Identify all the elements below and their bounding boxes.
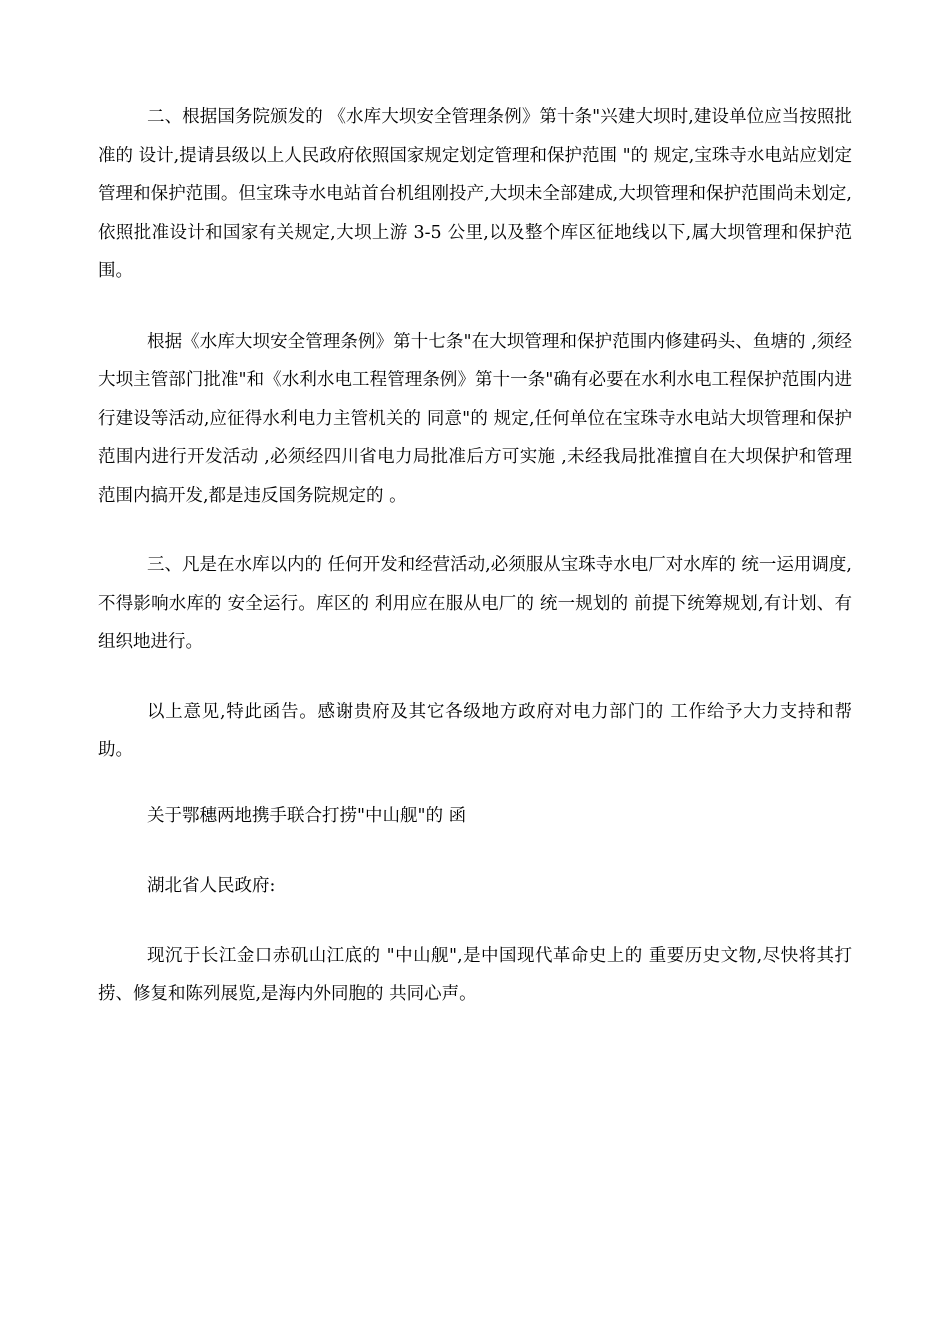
letter-title: 关于鄂穗两地携手联合打捞"中山舰"的 函: [147, 805, 467, 826]
paragraph-dam-protection-scope: 二、根据国务院颁发的 《水库大坝安全管理条例》第十条"兴建大坝时,建设单位应当按照批准的 设计,提请县级以上人民政府依照国家规定划定管理和保护范围 "的 规定,宝珠寺水电站应划定管理和保护范围。但宝珠寺水电站首台机组刚投产,大坝未全部建成,大坝管理和保护范围尚未划定,依照批准设计和国家有关规定,大坝上游 3-5 公里,以及整个库区征地线以下,属大坝管理和保护范围。: [98, 107, 852, 281]
document-page: [98, 98, 852, 1014]
paragraph-zhongshan-ship: 现沉于长江金口赤矶山江底的 "中山舰",是中国现代革命史上的 重要历史文物,尽快将其打捞、修复和陈列展览,是海内外同胞的 共同心声。: [98, 945, 852, 1004]
paragraph-reservoir-operations: 三、凡是在水库以内的 任何开发和经营活动,必须服从宝珠寺水电厂对水库的 统一运用调度,不得影响水库的 安全运行。库区的 利用应在服从电厂的 统一规划的 前提下统筹规划,有计划、有组织地进行。: [98, 555, 852, 652]
paragraph-closing-remarks: 以上意见,特此函告。感谢贵府及其它各级地方政府对电力部门的 工作给予大力支持和帮助。: [98, 701, 852, 760]
letter-salutation: 湖北省人民政府:: [147, 876, 276, 896]
paragraph-regulation-article-17: 根据《水库大坝安全管理条例》第十七条"在大坝管理和保护范围内修建码头、鱼塘的 ,须经大坝主管部门批准"和《水利水电工程管理条例》第十一条"确有必要在水利水电工程保护范围内进行建设等活动,应征得水利电力主管机关的 同意"的 规定,任何单位在宝珠寺水电站大坝管理和保护范围内进行开发活动 ,必须经四川省电力局批准后方可实施 ,未经我局批准擅自在大坝保护和管理范围内搞开发,都是违反国务院规定的 。: [98, 331, 852, 506]
